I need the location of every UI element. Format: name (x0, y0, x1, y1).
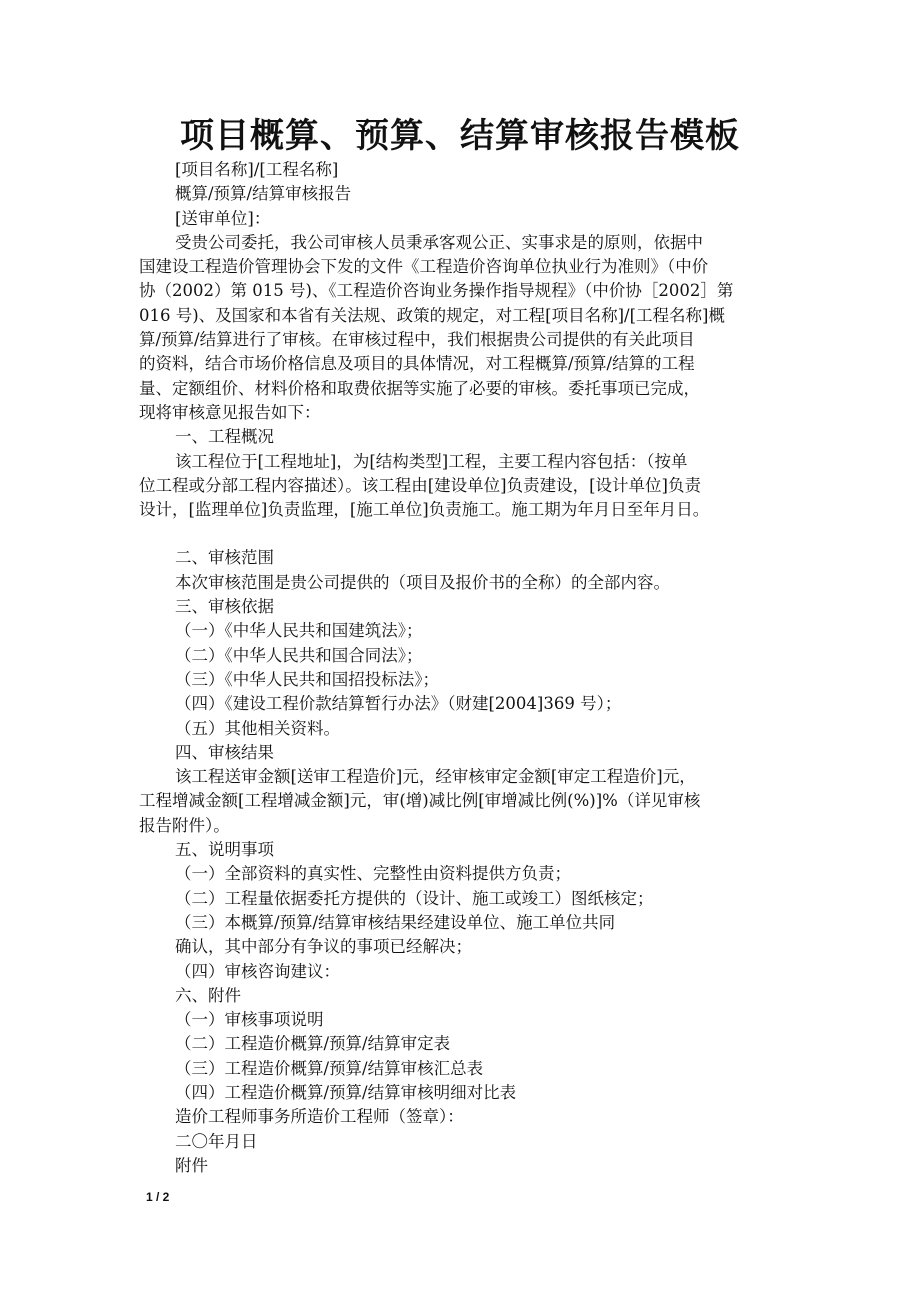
text-line: 六、附件 (175, 985, 241, 1005)
text-line: （四）工程造价概算/预算/结算审核明细对比表 (175, 1082, 517, 1102)
text-line: 概算/预算/结算审核报告 (175, 184, 352, 204)
text-line: 位工程或分部工程内容描述）。该工程由[建设单位]负责建设，[设计单位]负责 (139, 475, 701, 495)
text-line: [送审单位]： (175, 208, 271, 228)
text-line: 协（2002）第 015 号)、《工程造价咨询业务操作指导规程》（中价协［2002］第 (139, 281, 734, 301)
text-line: （二）工程造价概算/预算/结算审定表 (175, 1034, 451, 1054)
text-line: （一）《中华人民共和国建筑法》； (175, 621, 423, 641)
text-line: [项目名称]/[工程名称] (175, 160, 339, 179)
text-line: 五、说明事项 (175, 840, 274, 860)
text-line: 量、定额组价、材料价格和取费依据等实施了必要的审核。委托事项已完成， (139, 378, 700, 398)
text-line: （五）其他相关资料。 (175, 718, 340, 738)
text-line: 016 号)、及国家和本省有关法规、政策的规定，对工程[项目名称]/[工程名称]概 (139, 305, 725, 325)
text-line: 该工程位于[工程地址]，为[结构类型]工程，主要工程内容包括：（按单 (175, 451, 688, 471)
text-line: 设计，[监理单位]负责监理，[施工单位]负责施工。施工期为年月日至年月日。 (139, 500, 710, 520)
text-line: （三）工程造价概算/预算/结算审核汇总表 (175, 1058, 484, 1078)
document-body (139, 158, 809, 1178)
text-line: 该工程送审金额[送审工程造价]元，经审核审定金额[审定工程造价]元， (175, 767, 696, 787)
text-line: 的资料，结合市场价格信息及项目的具体情况，对工程概算/预算/结算的工程 (139, 354, 695, 374)
text-line: 确认，其中部分有争议的事项已经解决； (175, 937, 472, 957)
text-line: 算/预算/结算进行了审核。在审核过程中，我们根据贵公司提供的有关此项目 (139, 330, 695, 350)
text-line: 二〇年月日 (175, 1131, 258, 1151)
page-number: 1 / 2 (146, 1190, 170, 1204)
text-line: 一、工程概况 (175, 427, 274, 447)
text-line: 二、审核范围 (175, 548, 274, 568)
text-line (139, 522, 809, 546)
text-line: （一）全部资料的真实性、完整性由资料提供方负责； (175, 864, 571, 884)
text-line: （四）《建设工程价款结算暂行办法》（财建[2004]369 号）； (175, 694, 622, 714)
text-line: 三、审核依据 (175, 597, 274, 617)
text-line: （二）《中华人民共和国合同法》； (175, 645, 423, 665)
text-line: 本次审核范围是贵公司提供的（项目及报价书的全称）的全部内容。 (175, 572, 670, 592)
text-line: 造价工程师事务所造价工程师（签章）： (175, 1107, 464, 1127)
text-line: （二）工程量依据委托方提供的（设计、施工或竣工）图纸核定； (175, 888, 654, 908)
text-line: 受贵公司委托，我公司审核人员秉承客观公正、实事求是的原则，依据中 (175, 232, 703, 252)
text-line: 工程增减金额[工程增减金额]元，审(增)减比例[审增减比例(%)]%（详见审核 (139, 791, 701, 811)
text-line: 报告附件）。 (139, 815, 230, 835)
document-title: 项目概算、预算、结算审核报告模板 (180, 116, 740, 156)
text-line: 附件 (175, 1155, 208, 1175)
text-line: 现将审核意见报告如下： (139, 402, 321, 422)
text-line: （一）审核事项说明 (175, 1010, 324, 1030)
text-line: （三）《中华人民共和国招投标法》； (175, 669, 439, 689)
text-line: （四）审核咨询建议： (175, 961, 340, 981)
text-line: （三）本概算/预算/结算审核结果经建设单位、施工单位共同 (175, 912, 616, 932)
text-line: 国建设工程造价管理协会下发的文件《工程造价咨询单位执业行为准则》（中价 (139, 257, 709, 277)
text-line: 四、审核结果 (175, 742, 274, 762)
